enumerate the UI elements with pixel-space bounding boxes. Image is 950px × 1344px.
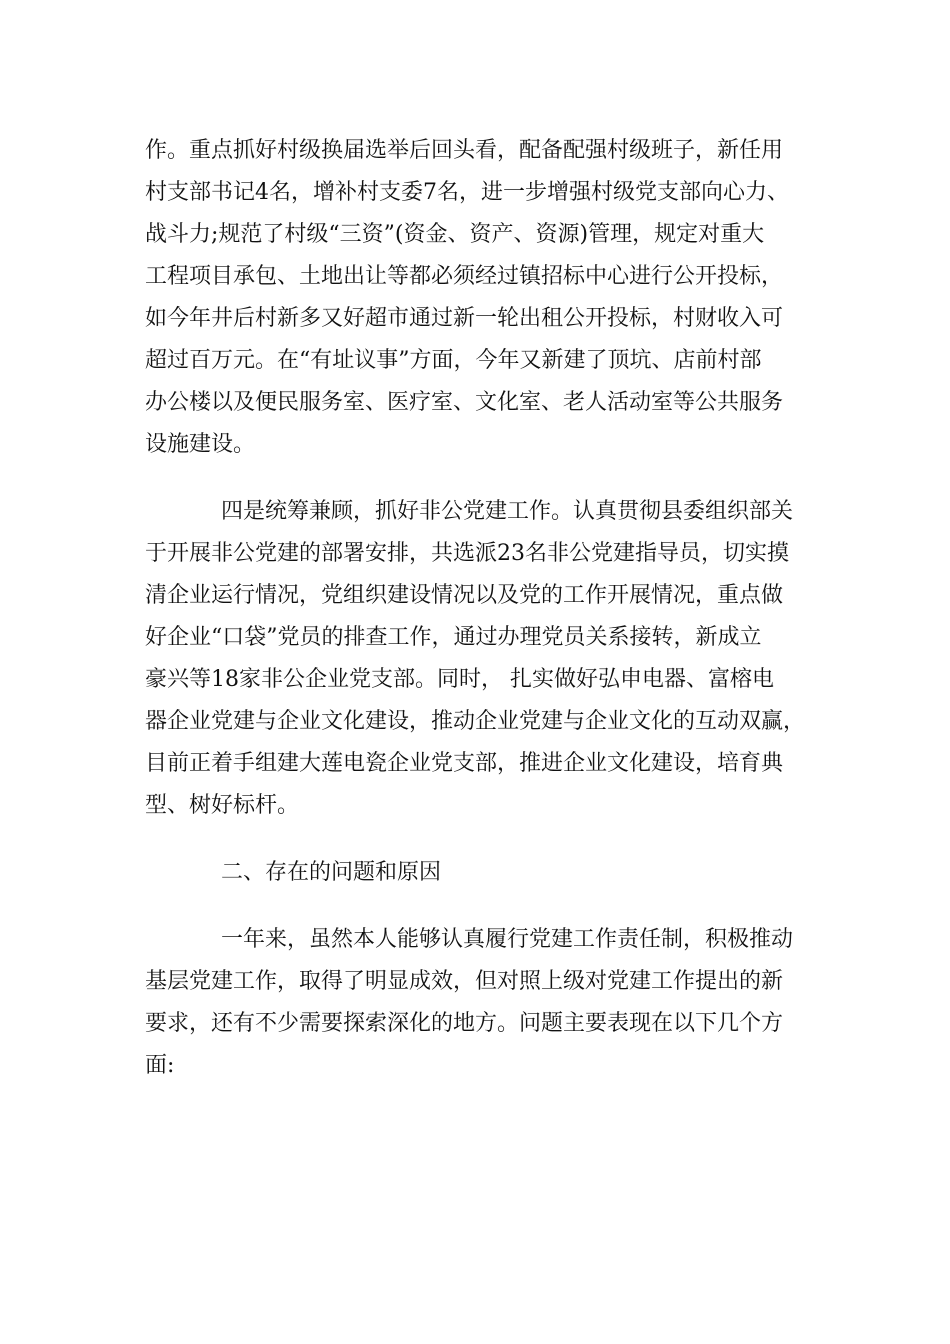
- text-line: 办公楼以及便民服务室、医疗室、文化室、老人活动室等公共服务: [145, 390, 784, 415]
- text-line: 作。重点抓好村级换届选举后回头看，配备配强村级班子，新任用: [145, 138, 784, 163]
- text-line: 战斗力;规范了村级“三资”(资金、资产、资源)管理，规定对重大: [145, 222, 765, 247]
- paragraph-spacer: [145, 466, 805, 491]
- text-line: 设施建设。: [145, 432, 256, 457]
- text-line: 工程项目承包、土地出让等都必须经过镇招标中心进行公开投标，: [145, 264, 784, 289]
- text-line: 好企业“口袋”党员的排查工作，通过办理党员关系接转，新成立: [145, 625, 762, 650]
- text-line: 面:: [145, 1053, 175, 1078]
- text-line: 如今年井后村新多又好超市通过新一轮出租公开投标，村财收入可: [145, 306, 784, 331]
- paragraph-1: [145, 130, 805, 466]
- text-line: 四是统筹兼顾，抓好非公党建工作。认真贯彻县委组织部关: [221, 499, 794, 524]
- text-line: 村支部书记4名，增补村支委7名，进一步增强村级党支部向心力、: [145, 180, 789, 205]
- section-heading: 二、存在的问题和原因: [221, 860, 442, 885]
- document-body: [145, 130, 805, 1087]
- text-line: 一年来，虽然本人能够认真履行党建工作责任制，积极推动: [221, 927, 794, 952]
- text-line: 要求，还有不少需要探索深化的地方。问题主要表现在以下几个方: [145, 1011, 784, 1036]
- text-line: 清企业运行情况，党组织建设情况以及党的工作开展情况，重点做: [145, 583, 784, 608]
- text-line: 超过百万元。在“有址议事”方面，今年又新建了顶坑、店前村部: [145, 348, 762, 373]
- text-line: 型、树好标杆。: [145, 793, 300, 818]
- paragraph-spacer: [145, 894, 805, 919]
- text-line: 基层党建工作，取得了明显成效，但对照上级对党建工作提出的新: [145, 969, 784, 994]
- text-line: 器企业党建与企业文化建设，推动企业党建与企业文化的互动双赢，: [145, 709, 806, 734]
- text-line: 豪兴等18家非公企业党支部。同时， 扎实做好弘申电器、富榕电: [145, 667, 774, 692]
- paragraph-3: [145, 919, 805, 1087]
- text-line: 目前正着手组建大莲电瓷企业党支部，推进企业文化建设，培育典: [145, 751, 784, 776]
- paragraph-2: [145, 491, 805, 827]
- paragraph-spacer: [145, 827, 805, 852]
- text-line: 于开展非公党建的部署安排，共选派23名非公党建指导员，切实摸: [145, 541, 789, 566]
